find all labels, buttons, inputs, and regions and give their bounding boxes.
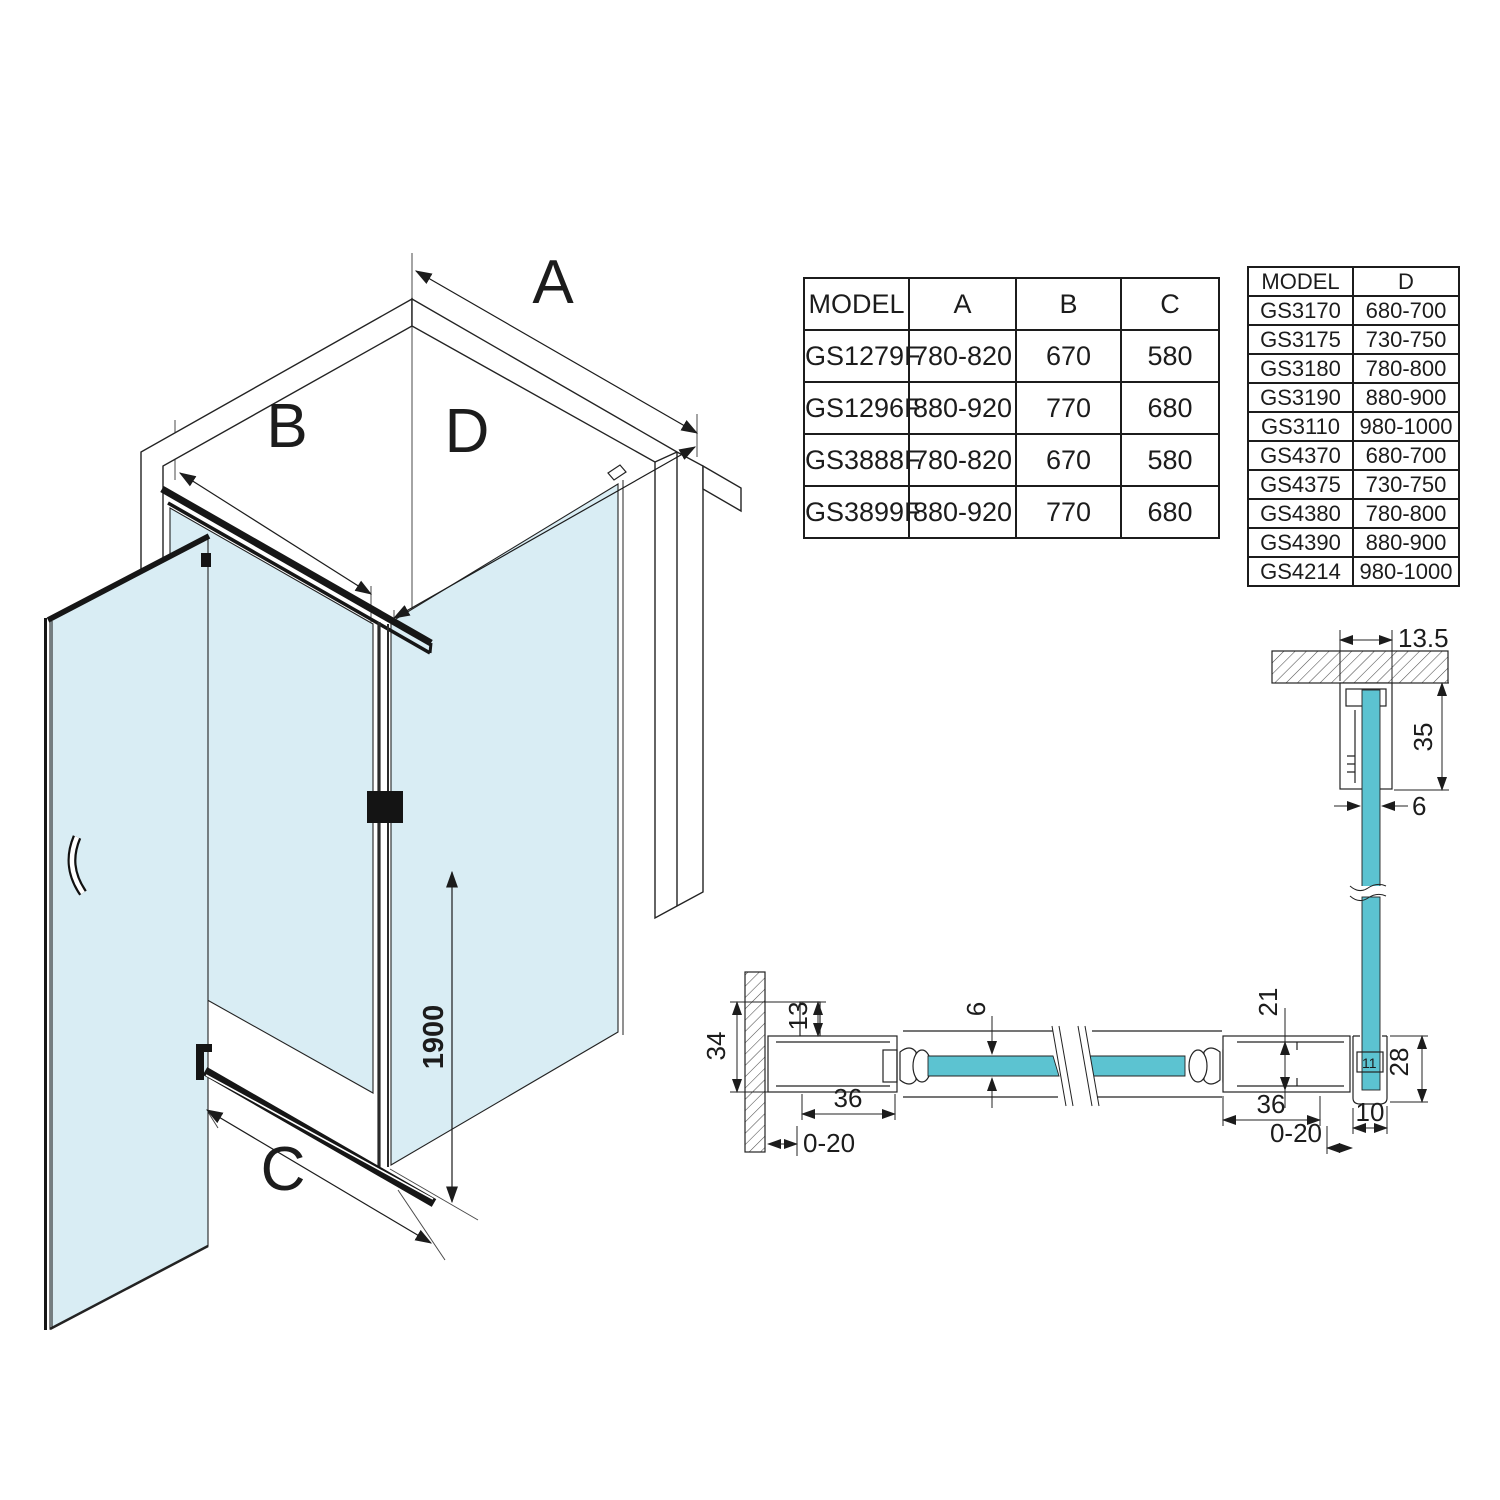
table-cell: 980-1000 — [1353, 557, 1459, 586]
wall-profile-body — [768, 1036, 897, 1092]
table-cell: GS4380 — [1248, 499, 1353, 528]
table-cell: 880-920 — [909, 382, 1016, 434]
section-ceiling-detail — [1272, 623, 1449, 1090]
table-cell: 880-920 — [909, 486, 1016, 538]
label-door-adjustment: 0-20 — [1269, 1118, 1322, 1148]
glass-horizontal-right — [1088, 1056, 1185, 1076]
table-cell: GS1296F — [804, 382, 909, 434]
section-wall-detail — [701, 972, 1073, 1158]
table-cell: 880-900 — [1353, 383, 1459, 412]
table-cell: GS3180 — [1248, 354, 1353, 383]
glass-vertical-upper — [1362, 690, 1380, 888]
table-abc-header: B — [1016, 278, 1121, 330]
label-wall-glass: 6 — [961, 1001, 991, 1017]
label-dim-a: A — [532, 248, 574, 317]
table-cell: GS4390 — [1248, 528, 1353, 557]
label-dim-c: C — [260, 1135, 306, 1204]
label-door-channel: 21 — [1253, 987, 1283, 1017]
table-cell: 680-700 — [1353, 296, 1459, 325]
table-row — [1248, 354, 1459, 383]
door-glass — [50, 538, 208, 1329]
table-cell: GS4375 — [1248, 470, 1353, 499]
table-cell: 980-1000 — [1353, 412, 1459, 441]
panel-top-clamp — [608, 465, 626, 480]
label-dim-d: D — [444, 397, 490, 466]
table-row — [1248, 412, 1459, 441]
table-abc-header: A — [909, 278, 1016, 330]
table-cell: 680-700 — [1353, 441, 1459, 470]
corner-connector — [367, 791, 403, 823]
label-wall-profile-width: 36 — [833, 1083, 863, 1113]
table-cell: 770 — [1016, 382, 1121, 434]
table-cell: 780-800 — [1353, 354, 1459, 383]
label-wall-flange: 13 — [783, 1001, 813, 1031]
table-cell: 580 — [1121, 330, 1219, 382]
table-row — [1248, 557, 1459, 586]
table-row — [1248, 470, 1459, 499]
label-wall-height: 34 — [701, 1031, 731, 1061]
label-wall-adjustment: 0-20 — [803, 1128, 856, 1158]
door-hinge-top — [201, 553, 211, 567]
table-row — [804, 486, 1219, 538]
table-cell: GS3175 — [1248, 325, 1353, 354]
table-row — [1248, 528, 1459, 557]
model-d-table — [1247, 266, 1460, 587]
table-row — [804, 382, 1219, 434]
table-row — [1248, 499, 1459, 528]
table-cell: 680 — [1121, 382, 1219, 434]
pivot-door — [46, 536, 213, 1330]
table-cell: GS3899F — [804, 486, 909, 538]
table-abc-header-row — [804, 278, 1219, 330]
table-row — [1248, 325, 1459, 354]
label-ceiling-width: 13.5 — [1398, 623, 1449, 653]
table-cell: 580 — [1121, 434, 1219, 486]
table-cell: 680 — [1121, 486, 1219, 538]
table-row — [804, 330, 1219, 382]
label-ceiling-depth: 35 — [1408, 722, 1438, 752]
table-cell: 780-820 — [909, 330, 1016, 382]
label-corner-height: 28 — [1384, 1047, 1414, 1077]
table-cell: GS1279F — [804, 330, 909, 382]
table-row — [804, 434, 1219, 486]
wall-hatch — [745, 972, 765, 1152]
label-dim-b: B — [266, 392, 308, 461]
table-cell: GS3888F — [804, 434, 909, 486]
table-cell: 880-900 — [1353, 528, 1459, 557]
table-cell: 780-800 — [1353, 499, 1459, 528]
table-cell: GS3170 — [1248, 296, 1353, 325]
table-cell: GS4214 — [1248, 557, 1353, 586]
table-cell: 670 — [1016, 330, 1121, 382]
table-cell: 770 — [1016, 486, 1121, 538]
label-door-profile-width: 36 — [1256, 1089, 1286, 1119]
label-corner-width: 10 — [1355, 1097, 1385, 1127]
table-cell: GS4370 — [1248, 441, 1353, 470]
table-cell: 730-750 — [1353, 470, 1459, 499]
table-d-header: MODEL — [1248, 267, 1353, 296]
glass-horizontal-left — [928, 1056, 1059, 1076]
table-cell: 670 — [1016, 434, 1121, 486]
table-cell: GS3110 — [1248, 412, 1353, 441]
table-abc-header: MODEL — [804, 278, 909, 330]
model-abc-table — [803, 277, 1220, 539]
right-wall-return — [703, 466, 741, 511]
table-row — [1248, 296, 1459, 325]
isometric-enclosure — [46, 248, 742, 1330]
door-profile-body — [1223, 1036, 1350, 1092]
table-row — [1248, 441, 1459, 470]
ceiling-hatch — [1272, 651, 1448, 683]
label-corner-slot: 11 — [1362, 1055, 1377, 1071]
table-cell: GS3190 — [1248, 383, 1353, 412]
table-row — [1248, 383, 1459, 412]
label-ceiling-glass: 6 — [1412, 791, 1427, 821]
table-d-header-row — [1248, 267, 1459, 296]
table-cell: 780-820 — [909, 434, 1016, 486]
table-abc-header: C — [1121, 278, 1219, 330]
table-cell: 730-750 — [1353, 325, 1459, 354]
table-d-header: D — [1353, 267, 1459, 296]
label-height-1900: 1900 — [418, 1004, 450, 1070]
